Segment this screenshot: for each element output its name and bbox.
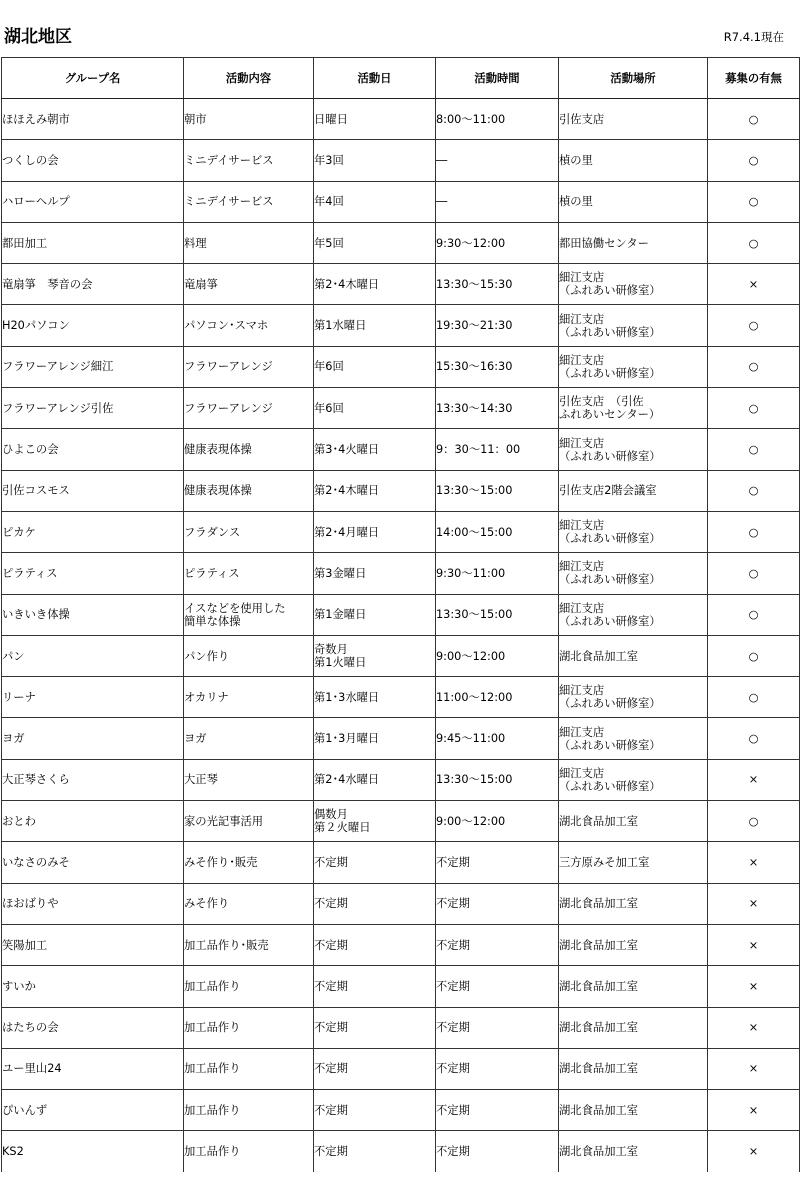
table-row	[2, 388, 800, 429]
group-name-cell: おとわ	[2, 801, 184, 842]
activity-content-cell: 健康表現体操	[184, 429, 314, 470]
table-row	[2, 429, 800, 470]
table-row	[2, 470, 800, 511]
group-name-cell: つくしの会	[2, 140, 184, 181]
activity-day-cell: 年6回	[314, 346, 436, 387]
activity-place-cell: 湖北食品加工室	[559, 1007, 708, 1048]
activity-content-cell: パン作り	[184, 635, 314, 676]
group-name-cell: KS2	[2, 1131, 184, 1172]
activity-place-cell: 三方原みそ加工室	[559, 842, 708, 883]
table-row	[2, 966, 800, 1007]
recruiting-status-cell: ○	[708, 388, 800, 429]
activity-time-cell: 不定期	[436, 1048, 559, 1089]
as-of-date: R7.4.1現在	[723, 30, 784, 44]
activity-time-cell: 不定期	[436, 1007, 559, 1048]
activity-day-cell: 奇数月 第1火曜日	[314, 635, 436, 676]
activity-day-cell: 第1水曜日	[314, 305, 436, 346]
activity-content-cell: フラダンス	[184, 511, 314, 552]
activity-time-cell: 9:30～12:00	[436, 222, 559, 263]
column-header-activity: 活動内容	[184, 58, 314, 99]
activity-content-cell: 加工品作り･販売	[184, 924, 314, 965]
recruiting-status-cell: ○	[708, 594, 800, 635]
group-name-cell: フラワーアレンジ引佐	[2, 388, 184, 429]
activity-content-cell: 料理	[184, 222, 314, 263]
table-row	[2, 801, 800, 842]
group-name-cell: ひよこの会	[2, 429, 184, 470]
activity-time-cell: 19:30～21:30	[436, 305, 559, 346]
group-name-cell: ヨガ	[2, 718, 184, 759]
activity-day-cell: 第3金曜日	[314, 553, 436, 594]
activity-day-cell: 第2･4木曜日	[314, 264, 436, 305]
table-body	[2, 99, 800, 1172]
column-header-group-name: グループ名	[2, 58, 184, 99]
table-row	[2, 346, 800, 387]
table-row	[2, 718, 800, 759]
activity-place-cell: 湖北食品加工室	[559, 883, 708, 924]
recruiting-status-cell: ○	[708, 470, 800, 511]
group-name-cell: ピラティス	[2, 553, 184, 594]
activity-place-cell: 細江支店 （ふれあい研修室）	[559, 429, 708, 470]
activity-place-cell: 引佐支店 （引佐 ふれあいセンター）	[559, 388, 708, 429]
activity-place-cell: 引佐支店	[559, 99, 708, 140]
activity-content-cell: 竜扇箏	[184, 264, 314, 305]
activity-day-cell: 第2･4水曜日	[314, 759, 436, 800]
activity-content-cell: ミニデイサービス	[184, 181, 314, 222]
recruiting-status-cell: ○	[708, 346, 800, 387]
activity-content-cell: みそ作り	[184, 883, 314, 924]
activity-content-cell: ミニデイサービス	[184, 140, 314, 181]
recruiting-status-cell: ×	[708, 924, 800, 965]
activity-day-cell: 年3回	[314, 140, 436, 181]
column-header-day: 活動日	[314, 58, 436, 99]
table-row	[2, 140, 800, 181]
activity-content-cell: 加工品作り	[184, 1090, 314, 1131]
activity-place-cell: 湖北食品加工室	[559, 1048, 708, 1089]
activity-day-cell: 年5回	[314, 222, 436, 263]
group-name-cell: ピカケ	[2, 511, 184, 552]
table-row	[2, 305, 800, 346]
recruiting-status-cell: ×	[708, 1007, 800, 1048]
activity-place-cell: 湖北食品加工室	[559, 635, 708, 676]
activity-content-cell: 加工品作り	[184, 1007, 314, 1048]
activity-place-cell: 細江支店 （ふれあい研修室）	[559, 305, 708, 346]
activity-place-cell: 楨の里	[559, 181, 708, 222]
activity-day-cell: 第2･4月曜日	[314, 511, 436, 552]
activity-place-cell: 細江支店 （ふれあい研修室）	[559, 594, 708, 635]
recruiting-status-cell: ×	[708, 883, 800, 924]
activity-place-cell: 湖北食品加工室	[559, 1090, 708, 1131]
table-row	[2, 924, 800, 965]
activity-day-cell: 不定期	[314, 883, 436, 924]
activity-time-cell: 不定期	[436, 966, 559, 1007]
table-row	[2, 1048, 800, 1089]
activity-time-cell: 8:00～11:00	[436, 99, 559, 140]
activity-place-cell: 都田協働センター	[559, 222, 708, 263]
table-row	[2, 1007, 800, 1048]
group-name-cell: 竜扇箏 琴音の会	[2, 264, 184, 305]
activity-content-cell: 加工品作り	[184, 1048, 314, 1089]
activity-place-cell: 楨の里	[559, 140, 708, 181]
column-header-time: 活動時間	[436, 58, 559, 99]
recruiting-status-cell: ○	[708, 677, 800, 718]
group-name-cell: フラワーアレンジ細江	[2, 346, 184, 387]
activity-time-cell: ―	[436, 181, 559, 222]
activity-time-cell: 9:00～12:00	[436, 635, 559, 676]
table-header	[2, 58, 800, 99]
activity-time-cell: 11:00～12:00	[436, 677, 559, 718]
activity-content-cell: フラワーアレンジ	[184, 388, 314, 429]
activity-time-cell: 15:30～16:30	[436, 346, 559, 387]
activity-time-cell: 9:30～11:00	[436, 553, 559, 594]
activity-place-cell: 細江支店 （ふれあい研修室）	[559, 759, 708, 800]
table-row	[2, 511, 800, 552]
activity-day-cell: 第2･4木曜日	[314, 470, 436, 511]
recruiting-status-cell: ○	[708, 99, 800, 140]
activity-place-cell: 細江支店 （ふれあい研修室）	[559, 677, 708, 718]
activity-time-cell: 不定期	[436, 1131, 559, 1172]
table-row	[2, 759, 800, 800]
group-name-cell: H20パソコン	[2, 305, 184, 346]
activity-content-cell: パソコン･スマホ	[184, 305, 314, 346]
activity-place-cell: 細江支店 （ふれあい研修室）	[559, 346, 708, 387]
group-name-cell: いきいき体操	[2, 594, 184, 635]
activity-day-cell: 年6回	[314, 388, 436, 429]
activity-place-cell: 引佐支店2階会議室	[559, 470, 708, 511]
activity-time-cell: 9：30～11：00	[436, 429, 559, 470]
group-name-cell: ほほえみ朝市	[2, 99, 184, 140]
activity-time-cell: 14:00～15:00	[436, 511, 559, 552]
activity-time-cell: 13:30～15:30	[436, 264, 559, 305]
recruiting-status-cell: ○	[708, 429, 800, 470]
activity-time-cell: 13:30～15:00	[436, 470, 559, 511]
recruiting-status-cell: ○	[708, 718, 800, 759]
recruiting-status-cell: ○	[708, 801, 800, 842]
activity-day-cell: 不定期	[314, 966, 436, 1007]
activity-content-cell: 家の光記事活用	[184, 801, 314, 842]
activity-day-cell: 日曜日	[314, 99, 436, 140]
activity-place-cell: 湖北食品加工室	[559, 966, 708, 1007]
recruiting-status-cell: ×	[708, 759, 800, 800]
activity-time-cell: 9:45～11:00	[436, 718, 559, 759]
group-name-cell: すいか	[2, 966, 184, 1007]
recruiting-status-cell: ○	[708, 305, 800, 346]
recruiting-status-cell: ×	[708, 264, 800, 305]
recruiting-status-cell: ○	[708, 635, 800, 676]
table-row	[2, 553, 800, 594]
activity-content-cell: 朝市	[184, 99, 314, 140]
activity-content-cell: 加工品作り	[184, 1131, 314, 1172]
activity-day-cell: 不定期	[314, 1007, 436, 1048]
table-row	[2, 222, 800, 263]
table-row	[2, 842, 800, 883]
activity-time-cell: 不定期	[436, 1090, 559, 1131]
activity-place-cell: 湖北食品加工室	[559, 924, 708, 965]
activity-place-cell: 細江支店 （ふれあい研修室）	[559, 264, 708, 305]
activity-place-cell: 細江支店 （ふれあい研修室）	[559, 718, 708, 759]
group-name-cell: 大正琴さくら	[2, 759, 184, 800]
activity-day-cell: 偶数月 第２火曜日	[314, 801, 436, 842]
activity-place-cell: 細江支店 （ふれあい研修室）	[559, 553, 708, 594]
recruiting-status-cell: ○	[708, 181, 800, 222]
table-row	[2, 264, 800, 305]
group-name-cell: ほおばりや	[2, 883, 184, 924]
table-row	[2, 1090, 800, 1131]
page-header	[0, 0, 800, 57]
group-name-cell: はたちの会	[2, 1007, 184, 1048]
recruiting-status-cell: ×	[708, 842, 800, 883]
table-row	[2, 594, 800, 635]
group-activity-table	[1, 57, 800, 1172]
activity-content-cell: 大正琴	[184, 759, 314, 800]
activity-content-cell: みそ作り･販売	[184, 842, 314, 883]
recruiting-status-cell: ○	[708, 511, 800, 552]
activity-time-cell: ―	[436, 140, 559, 181]
recruiting-status-cell: ×	[708, 1131, 800, 1172]
column-header-place: 活動場所	[559, 58, 708, 99]
recruiting-status-cell: ○	[708, 553, 800, 594]
activity-content-cell: フラワーアレンジ	[184, 346, 314, 387]
activity-day-cell: 第1･3月曜日	[314, 718, 436, 759]
activity-content-cell: ヨガ	[184, 718, 314, 759]
activity-day-cell: 第3･4火曜日	[314, 429, 436, 470]
activity-content-cell: ピラティス	[184, 553, 314, 594]
activity-time-cell: 13:30～15:00	[436, 759, 559, 800]
activity-day-cell: 第1･3水曜日	[314, 677, 436, 718]
group-name-cell: 引佐コスモス	[2, 470, 184, 511]
activity-time-cell: 13:30～14:30	[436, 388, 559, 429]
activity-content-cell: イスなどを使用した 簡単な体操	[184, 594, 314, 635]
table-row	[2, 635, 800, 676]
recruiting-status-cell: ×	[708, 966, 800, 1007]
group-name-cell: パン	[2, 635, 184, 676]
table-row	[2, 99, 800, 140]
activity-time-cell: 13:30～15:00	[436, 594, 559, 635]
activity-day-cell: 年4回	[314, 181, 436, 222]
activity-time-cell: 不定期	[436, 883, 559, 924]
activity-day-cell: 不定期	[314, 1090, 436, 1131]
table-row	[2, 1131, 800, 1172]
recruiting-status-cell: ○	[708, 140, 800, 181]
activity-time-cell: 不定期	[436, 842, 559, 883]
recruiting-status-cell: ×	[708, 1090, 800, 1131]
header-row	[2, 58, 800, 99]
activity-time-cell: 不定期	[436, 924, 559, 965]
group-name-cell: いなさのみそ	[2, 842, 184, 883]
activity-day-cell: 不定期	[314, 1048, 436, 1089]
activity-place-cell: 細江支店 （ふれあい研修室）	[559, 511, 708, 552]
activity-day-cell: 不定期	[314, 1131, 436, 1172]
activity-place-cell: 湖北食品加工室	[559, 801, 708, 842]
table-row	[2, 677, 800, 718]
activity-content-cell: 加工品作り	[184, 966, 314, 1007]
activity-day-cell: 不定期	[314, 842, 436, 883]
recruiting-status-cell: ○	[708, 222, 800, 263]
group-name-cell: ぴいんず	[2, 1090, 184, 1131]
group-name-cell: ユー里山24	[2, 1048, 184, 1089]
group-name-cell: ハローヘルプ	[2, 181, 184, 222]
recruiting-status-cell: ×	[708, 1048, 800, 1089]
activity-day-cell: 第1金曜日	[314, 594, 436, 635]
group-name-cell: 笑陽加工	[2, 924, 184, 965]
activity-time-cell: 9:00～12:00	[436, 801, 559, 842]
group-name-cell: リーナ	[2, 677, 184, 718]
activity-content-cell: 健康表現体操	[184, 470, 314, 511]
activity-day-cell: 不定期	[314, 924, 436, 965]
table-row	[2, 181, 800, 222]
table-row	[2, 883, 800, 924]
page-title: 湖北地区	[4, 27, 72, 47]
activity-place-cell: 湖北食品加工室	[559, 1131, 708, 1172]
activity-content-cell: オカリナ	[184, 677, 314, 718]
column-header-recruiting: 募集の有無	[708, 58, 800, 99]
group-name-cell: 都田加工	[2, 222, 184, 263]
